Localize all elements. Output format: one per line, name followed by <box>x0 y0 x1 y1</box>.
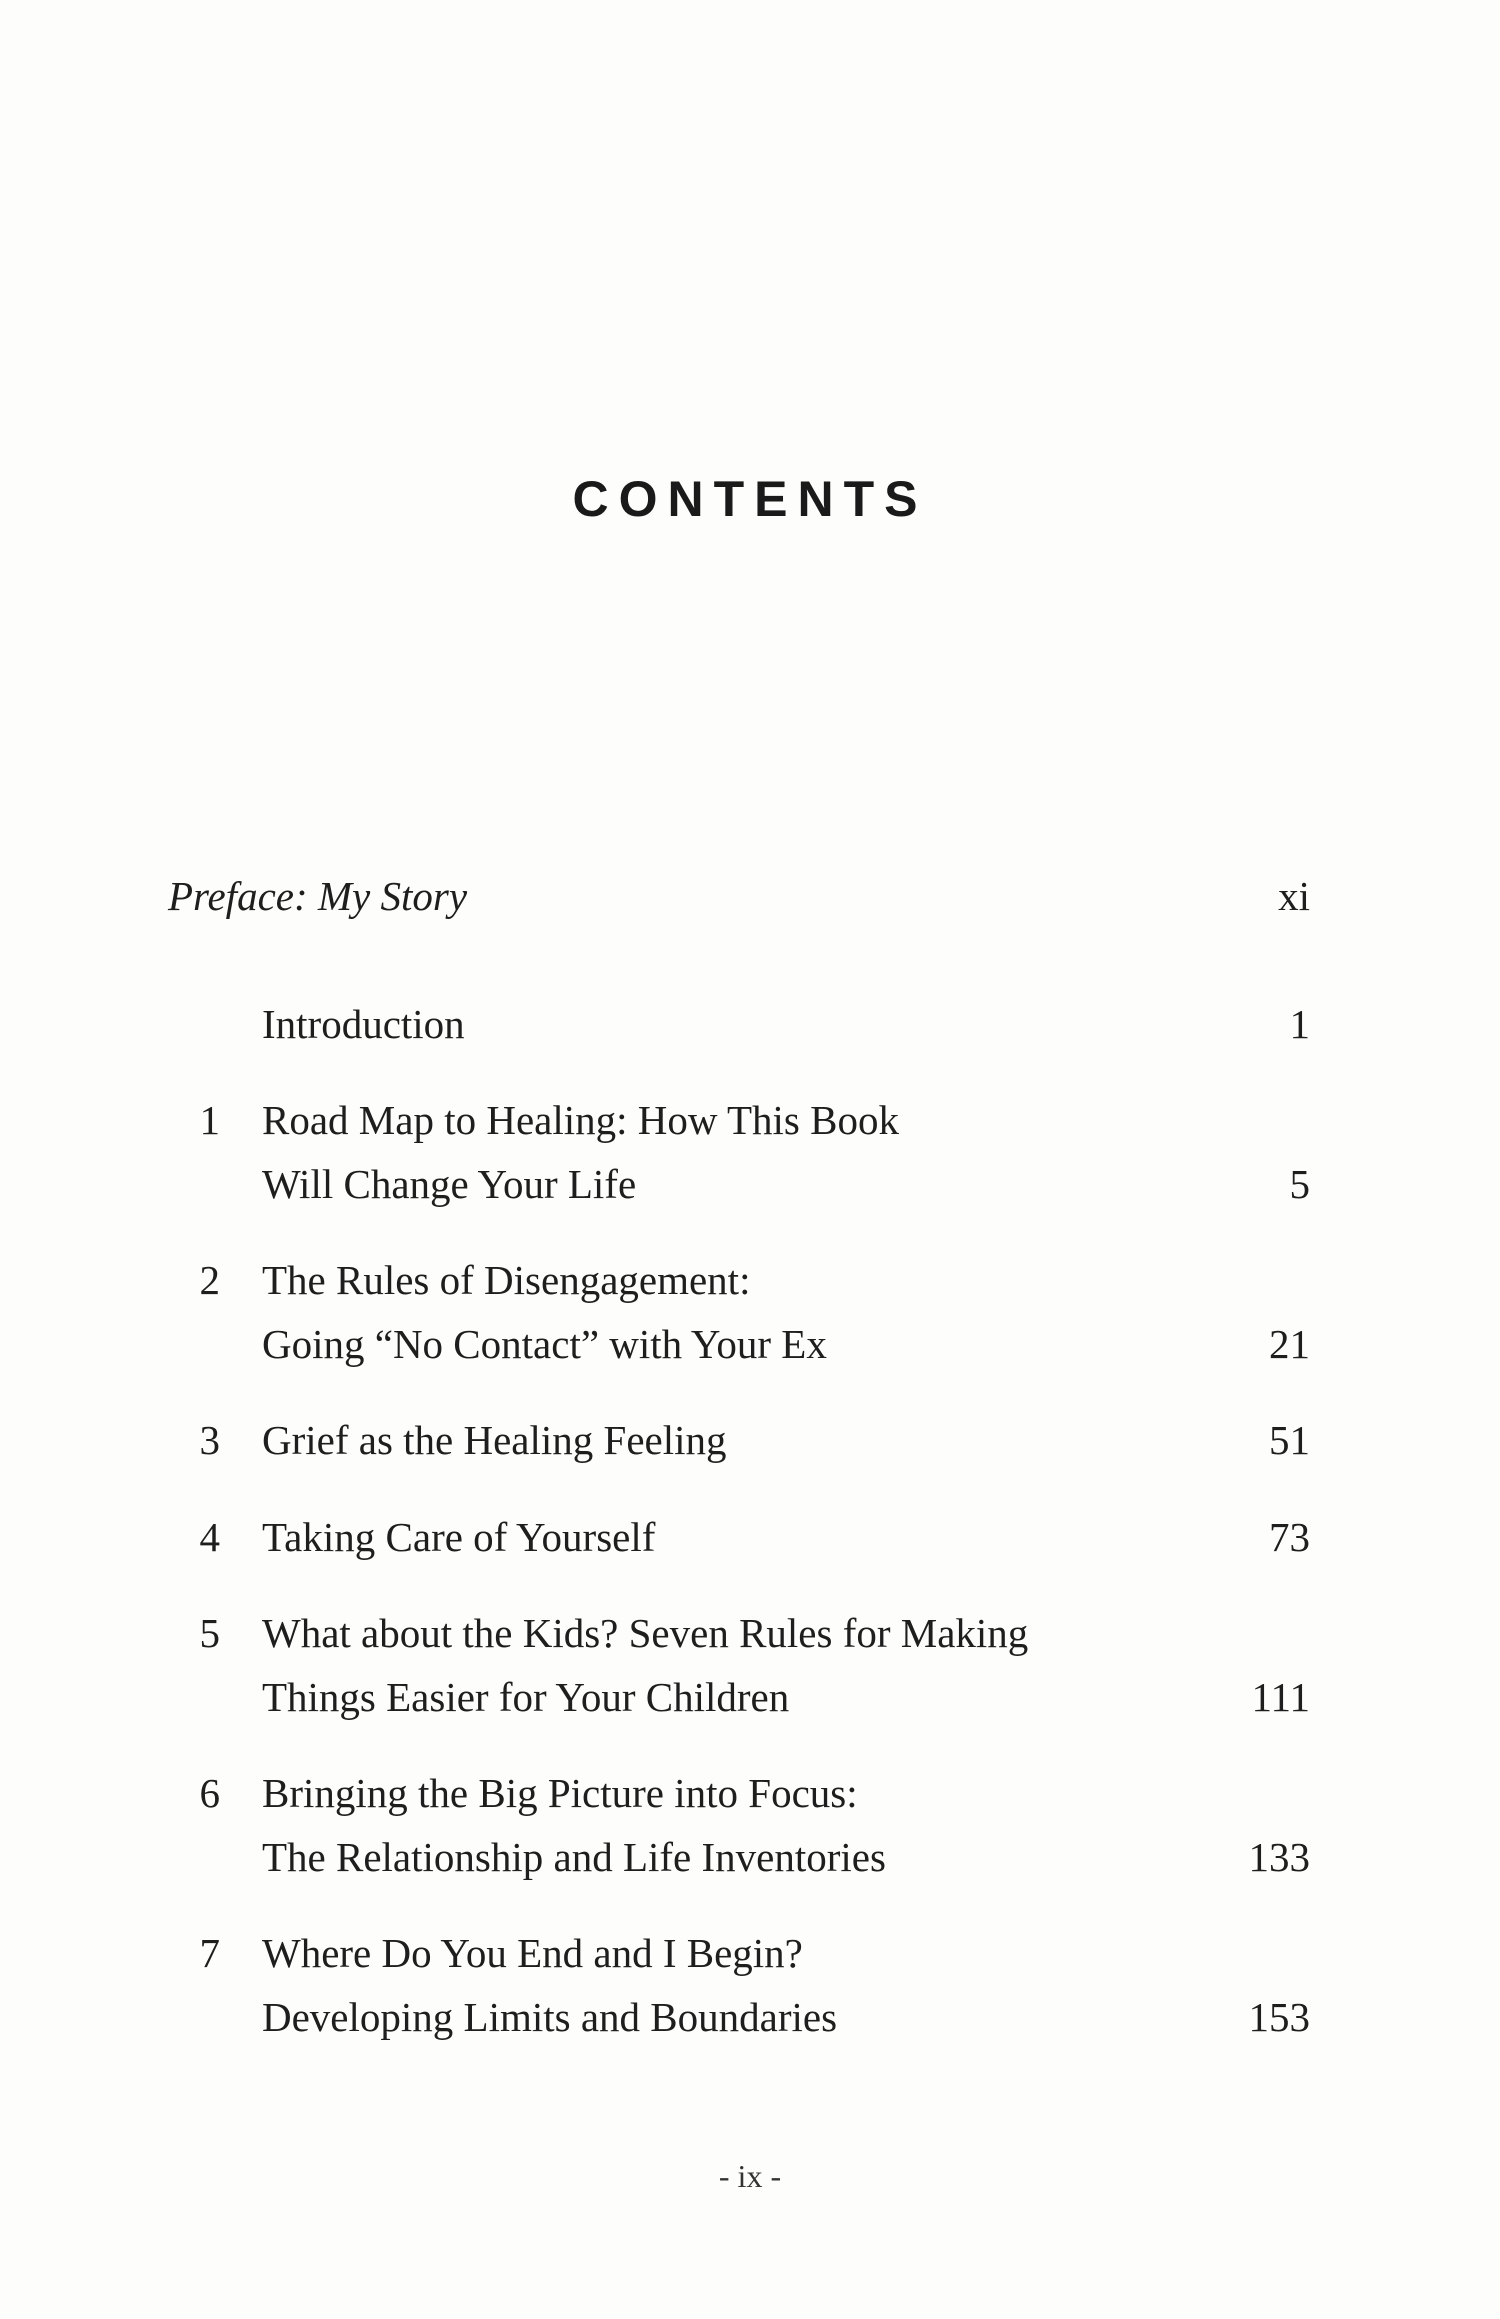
toc-entry-number: 2 <box>199 1257 220 1303</box>
toc-entry-title-line: The Relationship and Life Inventories <box>262 1834 886 1880</box>
toc-entry-title-line: What about the Kids? Seven Rules for Making <box>262 1610 1029 1656</box>
toc-entry-title <box>262 1248 1162 1376</box>
toc-entry-title-line: Will Change Your Life <box>262 1161 637 1207</box>
toc-entry-number: 7 <box>199 1930 220 1976</box>
toc-entry-number: 3 <box>199 1417 220 1463</box>
toc-entry-number: 4 <box>199 1514 220 1560</box>
toc-entry-title-line: Bringing the Big Picture into Focus: <box>262 1770 858 1816</box>
toc-entry-page: 133 <box>1248 1834 1310 1880</box>
toc-entry-page: 111 <box>1251 1674 1310 1720</box>
toc-entry-title-line: Going “No Contact” with Your Ex <box>262 1321 827 1367</box>
toc-entry-title <box>262 1088 1162 1216</box>
toc-entry-title-line: Developing Limits and Boundaries <box>262 1994 838 2040</box>
toc-entry-title <box>262 992 1162 1056</box>
toc-entry-page: 73 <box>1269 1514 1310 1560</box>
toc-entry-title <box>262 1761 1162 1889</box>
toc-entry-title-line: Preface: My Story <box>168 873 468 919</box>
toc-entry-page: 1 <box>1289 1001 1310 1047</box>
toc-entry-title <box>168 864 1068 928</box>
toc-entry-title-line: Taking Care of Yourself <box>262 1514 656 1560</box>
toc-entry-page: 51 <box>1269 1417 1310 1463</box>
toc-entry-title <box>262 1921 1162 2049</box>
toc-entry-title-line: The Rules of Disengagement: <box>262 1257 751 1303</box>
toc-entry-number: 5 <box>199 1610 220 1656</box>
toc-entry-page: 21 <box>1269 1321 1310 1367</box>
toc-entry-title-line: Grief as the Healing Feeling <box>262 1417 727 1463</box>
toc-entry-title-line: Things Easier for Your Children <box>262 1674 790 1720</box>
toc-entry-title <box>262 1505 1162 1569</box>
toc-entry-page: 153 <box>1248 1994 1310 2040</box>
toc-entry-title <box>262 1408 1162 1472</box>
toc-entry-title-line: Introduction <box>262 1001 465 1047</box>
toc-entry-title-line: Road Map to Healing: How This Book <box>262 1097 899 1143</box>
contents-heading: CONTENTS <box>572 471 928 527</box>
toc-entry-number: 6 <box>199 1770 220 1816</box>
toc-entry-page: xi <box>1278 873 1310 919</box>
toc-entry-title <box>262 1601 1162 1729</box>
toc-entry-number: 1 <box>199 1097 220 1143</box>
toc-entry-page: 5 <box>1289 1161 1310 1207</box>
page-number: - ix - <box>718 2158 782 2194</box>
toc-entry-title-line: Where Do You End and I Begin? <box>262 1930 803 1976</box>
